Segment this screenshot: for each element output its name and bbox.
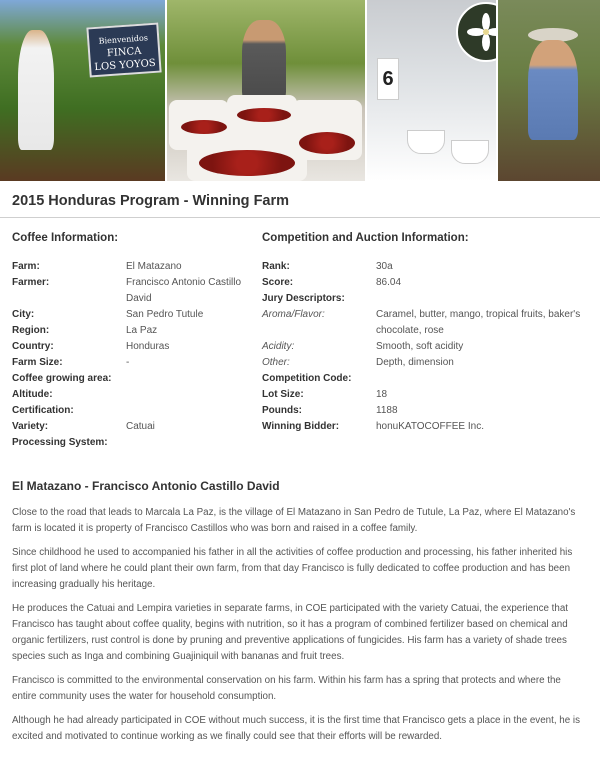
cupping-cup: [451, 140, 489, 164]
story-paragraph: Close to the road that leads to Marcala La Paz, is the village of El Matazano in San Pedro de Tutule, La Paz, where El Matazano's farm is located it is property of Francisco Castillos who was born and raised in a coffee family.: [12, 507, 576, 534]
info-row: [262, 355, 588, 371]
cherry-sacks-photo: [167, 0, 365, 181]
cupping-cup: [407, 130, 445, 154]
lot-size-label: Lot Size:: [262, 389, 304, 400]
variety-label: Variety:: [12, 421, 49, 432]
coffee-cherries: [237, 108, 291, 122]
city-label: City:: [12, 309, 35, 320]
jury-descriptors-label: Jury Descriptors:: [262, 293, 345, 304]
rank-value: 30a: [376, 261, 393, 272]
coffee-flower-inset: [456, 2, 496, 62]
story-paragraph: Since childhood he used to accompanied his father in all the activities of coffee production and processing, his father inherited his first plot of land where he could plant their own farm, from that day Francisco is fully dedicated to coffee production and has been increasing gradually his heritage.: [12, 547, 573, 590]
coffee-cherries: [181, 120, 227, 134]
info-columns: [12, 232, 588, 451]
competition-info-heading: Competition and Auction Information:: [262, 232, 469, 244]
photo-strip: [0, 0, 600, 181]
growing-area-label: Coffee growing area:: [12, 373, 112, 384]
other-value: Depth, dimension: [376, 357, 454, 368]
certification-label: Certification:: [12, 405, 74, 416]
info-row: [12, 275, 262, 307]
other-label: Other:: [262, 357, 290, 368]
rank-label: Rank:: [262, 261, 290, 272]
city-value: San Pedro Tutule: [126, 309, 204, 320]
info-row: [262, 387, 588, 403]
info-row: [12, 323, 262, 339]
main-content: [0, 181, 600, 745]
page-title: 2015 Honduras Program - Winning Farm: [12, 193, 290, 209]
sign-line-3: LOS YOYOS: [94, 57, 157, 74]
aroma-label: Aroma/Flavor:: [262, 309, 325, 320]
info-row: [262, 371, 588, 387]
farm-value: El Matazano: [126, 261, 182, 272]
score-label: Score:: [262, 277, 294, 288]
acidity-value: Smooth, soft acidity: [376, 341, 464, 352]
man-figure: [242, 20, 286, 100]
info-row: [12, 355, 262, 371]
score-value: 86.04: [376, 277, 402, 288]
farmer-figure: [18, 30, 54, 150]
story-paragraph: Francisco is committed to the environmental conservation on his farm. Within his farm has a spring that protects and where the entire community uses the water for household consumption.: [12, 675, 561, 702]
coffee-information: [12, 232, 262, 451]
competition-information: [262, 232, 588, 451]
farm-label: Farm:: [12, 261, 40, 272]
certification-value: [126, 403, 254, 419]
info-row: [12, 435, 262, 451]
pounds-value: 1188: [376, 405, 398, 416]
farmer-value: Francisco Antonio Castillo David: [126, 277, 242, 304]
info-row: [12, 387, 262, 403]
coffee-info-heading: Coffee Information:: [12, 232, 119, 244]
aroma-value: Caramel, butter, mango, tropical fruits, baker's chocolate, rose: [376, 309, 581, 336]
flower-icon: [458, 4, 496, 60]
info-row: [12, 307, 262, 323]
growing-area-value: [212, 371, 262, 387]
cupping-photo: [367, 0, 496, 181]
altitude-value: [126, 387, 254, 403]
competition-code-label: Competition Code:: [262, 373, 352, 384]
info-row: [262, 339, 588, 355]
woman-figure: [528, 40, 578, 140]
farm-size-value: -: [126, 357, 130, 368]
info-row: [12, 339, 262, 355]
processing-value: [212, 435, 262, 451]
region-label: Region:: [12, 325, 50, 336]
coffee-cherries: [199, 150, 295, 176]
winning-bidder-label: Winning Bidder:: [262, 421, 340, 432]
coffee-cherries: [299, 132, 355, 154]
altitude-label: Altitude:: [12, 389, 53, 400]
farm-size-label: Farm Size:: [12, 357, 63, 368]
number-card: [377, 58, 399, 100]
farm-sign: [86, 23, 161, 78]
competition-code-value: [462, 371, 588, 387]
farmer-sign-photo: [0, 0, 165, 181]
woman-farmer-photo: [498, 0, 600, 181]
story-paragraph: Although he had already participated in COE without much success, it is the first time that Francisco gets a place in the event, he is excited and motivated to continue working as we finally could see that their efforts will be rewarded.: [12, 715, 580, 742]
story-heading: El Matazano - Francisco Antonio Castillo David: [12, 479, 280, 493]
variety-value: Catuai: [126, 421, 155, 432]
country-label: Country:: [12, 341, 54, 352]
region-value: La Paz: [126, 325, 158, 336]
info-row: [12, 419, 262, 435]
info-row: [12, 403, 262, 419]
pounds-label: Pounds:: [262, 405, 302, 416]
number-card-value: 6: [382, 68, 394, 90]
country-value: Honduras: [126, 341, 170, 352]
sign-line-1: Bienvenidos: [98, 33, 149, 46]
processing-label: Processing System:: [12, 437, 108, 448]
lot-size-value: 18: [376, 389, 388, 400]
title-divider: [0, 217, 600, 218]
story-paragraph: He produces the Catuai and Lempira varieties in separate farms, in COE participated with the variety Catuai, the experience that Francisco has taught about coffee quality, begins with nutrition, so it has a program of combined fertilizer based on chemical and organic fertilizers, rust control is done by pruning and preventive applications of fungicides. His farm has a variety of shade trees species such as Inga and combining Guajiniquil with bananas and fruit trees.: [12, 603, 568, 662]
info-row: [262, 419, 588, 435]
info-row: [262, 307, 588, 339]
winning-bidder-value: honuKATOCOFFEE Inc.: [376, 421, 485, 432]
farmer-label: Farmer:: [12, 277, 50, 288]
info-row: [12, 259, 262, 275]
sign-line-2: FINCA: [106, 45, 142, 60]
info-row: [262, 403, 588, 419]
info-row: [262, 291, 588, 307]
info-row: [262, 275, 588, 291]
acidity-label: Acidity:: [262, 341, 295, 352]
info-row: [12, 371, 262, 387]
info-row: [262, 259, 588, 275]
